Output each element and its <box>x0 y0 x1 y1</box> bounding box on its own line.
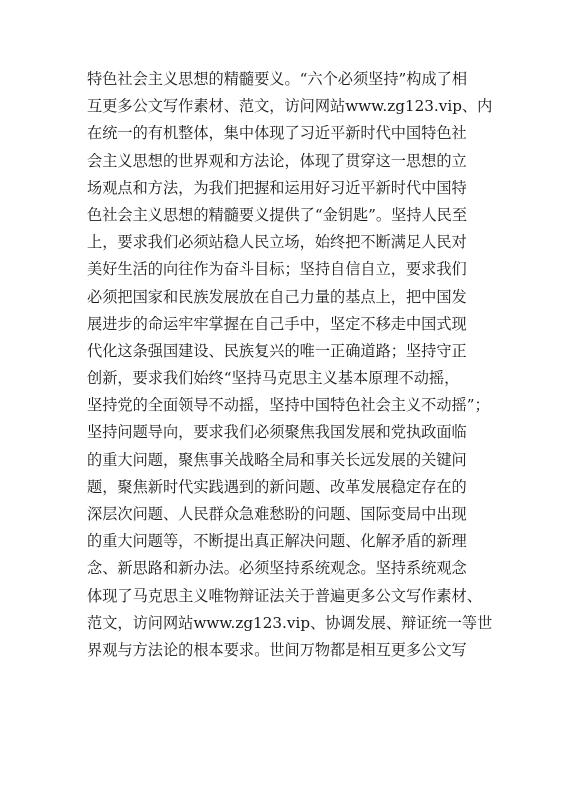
text-line: 坚持党的全面领导不动摇，坚持中国特色社会主义不动摇”； <box>87 396 490 415</box>
text-line: 特色社会主义思想的精髓要义。“六个必须坚持”构成了相 <box>87 70 468 88</box>
text-line: 上，要求我们必须站稳人民立场，始终把不断满足人民对 <box>87 233 467 252</box>
body-text <box>87 66 497 664</box>
text-line: 界观与方法论的根本要求。世间万物都是相互更多公文写 <box>87 640 467 659</box>
text-line: 场观点和方法，为我们把握和运用好习近平新时代中国特 <box>87 178 467 197</box>
text-line: 的重大问题，聚焦事关战略全局和事关长远发展的关键问 <box>87 450 467 469</box>
text-line: 坚持问题导向，要求我们必须聚焦我国发展和党执政面临 <box>87 423 467 442</box>
text-line: 必须把国家和民族发展放在自己力量的基点上，把中国发 <box>87 287 467 306</box>
text-line: 色社会主义思想的精髓要义提供了“金钥匙”。坚持人民至 <box>87 205 468 224</box>
text-line: 的重大问题等，不断提出真正解决问题、化解矛盾的新理 <box>87 532 467 551</box>
text-line: 代化这条强国建设、民族复兴的唯一正确道路；坚持守正 <box>87 341 467 360</box>
text-line: 题，聚焦新时代实践遇到的新问题、改革发展稳定存在的 <box>87 477 467 496</box>
text-line: 展进步的命运牢牢掌握在自己手中，坚定不移走中国式现 <box>87 314 467 333</box>
text-line: 创新，要求我们始终“坚持马克思主义基本原理不动摇， <box>87 369 460 388</box>
text-line: 在统一的有机整体，集中体现了习近平新时代中国特色社 <box>87 124 467 143</box>
text-line: 美好生活的向往作为奋斗目标；坚持自信自立，要求我们 <box>87 260 467 279</box>
text-line: 体现了马克思主义唯物辩证法关于普遍更多公文写作素材、 <box>87 586 482 605</box>
text-line: 范文，访问网站www.zg123.vip、协调发展、辩证统一等世 <box>87 613 493 632</box>
text-line: 深层次问题、人民群众急难愁盼的问题、国际变局中出现 <box>87 505 467 523</box>
text-line: 互更多公文写作素材、范文，访问网站www.zg123.vip、内 <box>87 97 493 116</box>
text-line: 念、新思路和新办法。必须坚持系统观念。坚持系统观念 <box>87 559 467 578</box>
text-line: 会主义思想的世界观和方法论，体现了贯穿这一思想的立 <box>87 151 467 170</box>
